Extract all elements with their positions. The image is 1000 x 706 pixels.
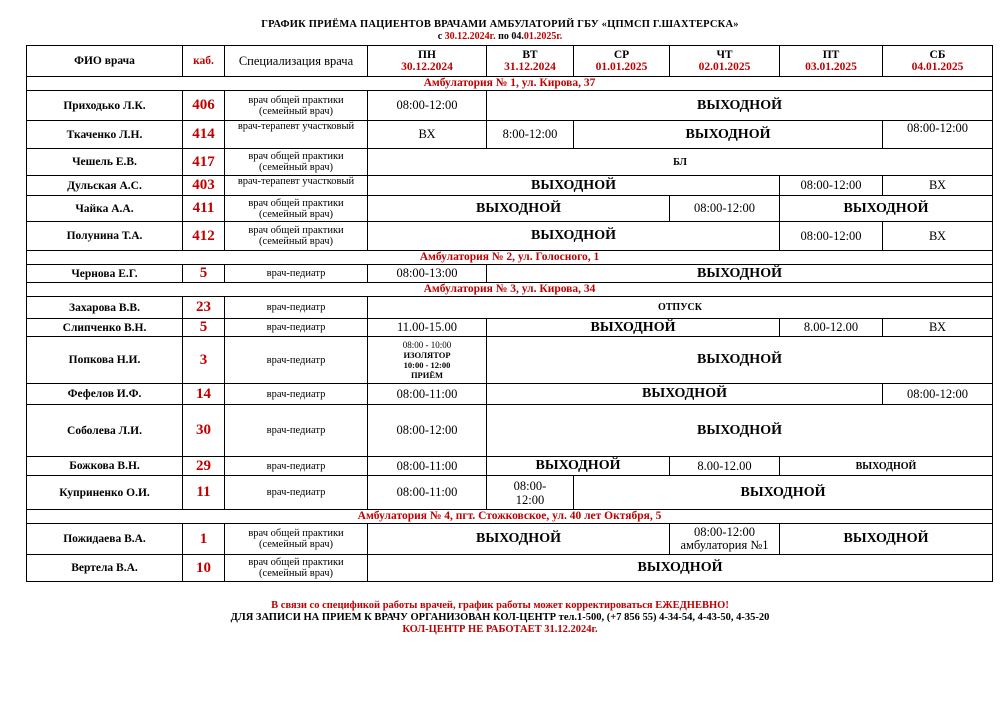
- thu-location: амбулатория №1: [680, 538, 769, 552]
- specialization: врач-педиатр: [225, 457, 368, 476]
- schedule-table: [26, 45, 993, 582]
- col-day-header: [670, 46, 780, 77]
- doctor-name: Чайка А.А.: [27, 196, 183, 222]
- vacation-cell: ОТПУСК: [368, 297, 993, 319]
- specialization: врач общей практики (семейный врач): [225, 222, 368, 251]
- schedule-title: ГРАФИК ПРИЁМА ПАЦИЕНТОВ ВРАЧАМИ АМБУЛАТОРИЙ ГБУ «ЦПМСП Г.ШАХТЕРСКА»: [261, 19, 739, 30]
- table-row: [27, 524, 993, 555]
- cabinet-number: 10: [183, 555, 225, 582]
- cabinet-number: 3: [183, 337, 225, 384]
- period-end-a: 04.: [511, 31, 524, 42]
- day-date: 30.12.2024: [401, 61, 453, 73]
- doctor-name: Чешель Е.В.: [27, 149, 183, 176]
- tue-end: 12:00: [515, 492, 545, 507]
- specialization: врач-педиатр: [225, 297, 368, 319]
- schedule-cell: [368, 337, 487, 384]
- day-off-cell: ВЫХОДНОЙ: [487, 265, 993, 283]
- doctor-name: Ткаченко Л.Н.: [27, 121, 183, 149]
- schedule-cell: 11.00-15.00: [368, 319, 487, 337]
- specialization: врач-терапевт участковый: [225, 176, 368, 196]
- day-name: СР: [613, 49, 630, 61]
- cabinet-number: 403: [183, 176, 225, 196]
- schedule-cell: ВХ: [368, 121, 487, 149]
- cabinet-number: 1: [183, 524, 225, 555]
- schedule-cell: 08:00-11:00: [368, 384, 487, 405]
- reception-label: ПРИЁМ: [410, 370, 444, 380]
- isolator-time: 08:00 - 10:00: [402, 340, 452, 350]
- day-date: 01.01.2025: [595, 61, 648, 73]
- schedule-cell: 08:00-11:00: [368, 476, 487, 510]
- cabinet-number: 414: [183, 121, 225, 149]
- day-off-cell: ВЫХОДНОЙ: [487, 405, 993, 457]
- schedule-cell: 08:00-11:00: [368, 457, 487, 476]
- col-cab-header: каб.: [183, 46, 225, 77]
- section-header: Амбулатория № 1, ул. Кирова, 37: [27, 77, 993, 91]
- col-name-header: ФИО врача: [27, 46, 183, 77]
- schedule-cell: ВХ: [883, 222, 993, 251]
- isolator-label: ИЗОЛЯТОР: [403, 350, 451, 360]
- table-row: [27, 149, 993, 176]
- day-off-cell: ВЫХОДНОЙ: [780, 524, 993, 555]
- sick-leave-cell: БЛ: [368, 149, 993, 176]
- footer-closed-notice: КОЛ-ЦЕНТР НЕ РАБОТАЕТ 31.12.2024г.: [402, 624, 598, 635]
- day-name: ВТ: [522, 49, 538, 61]
- table-row: [27, 405, 993, 457]
- cabinet-number: 30: [183, 405, 225, 457]
- col-spec-header: Специализация врача: [225, 46, 368, 77]
- doctor-name: Вертела В.А.: [27, 555, 183, 582]
- col-day-header: [574, 46, 670, 77]
- schedule-cell: 08:00-12:00: [670, 196, 780, 222]
- schedule-cell: 08:00-12:00: [780, 176, 883, 196]
- day-name: ПТ: [822, 49, 840, 61]
- table-row: [27, 555, 993, 582]
- doctor-name: Соболева Л.И.: [27, 405, 183, 457]
- doctor-name: Полунина Т.А.: [27, 222, 183, 251]
- table-row: [27, 265, 993, 283]
- col-day-header: [368, 46, 487, 77]
- specialization: врач общей практики (семейный врач): [225, 524, 368, 555]
- schedule-period: [0, 31, 1000, 42]
- doctor-name: Приходько Л.К.: [27, 91, 183, 121]
- specialization: врач-терапевт участковый: [225, 121, 368, 149]
- cabinet-number: 5: [183, 265, 225, 283]
- specialization: врач-педиатр: [225, 265, 368, 283]
- day-name: ЧТ: [716, 49, 733, 61]
- day-off-cell: ВЫХОДНОЙ: [780, 457, 993, 476]
- doctor-name: Дульская А.С.: [27, 176, 183, 196]
- schedule-cell: 8:00-12:00: [487, 121, 574, 149]
- cabinet-number: 417: [183, 149, 225, 176]
- col-day-header: [883, 46, 993, 77]
- table-row: [27, 457, 993, 476]
- col-day-header: [487, 46, 574, 77]
- header-row: [27, 46, 993, 77]
- day-off-cell: ВЫХОДНОЙ: [487, 91, 993, 121]
- period-mid: по: [498, 31, 509, 42]
- day-off-cell: ВЫХОДНОЙ: [487, 457, 670, 476]
- table-row: [27, 384, 993, 405]
- schedule-cell: [487, 476, 574, 510]
- schedule-cell: 08:00-12:00: [368, 405, 487, 457]
- day-off-cell: ВЫХОДНОЙ: [368, 555, 993, 582]
- doctor-name: Чернова Е.Г.: [27, 265, 183, 283]
- table-row: [27, 476, 993, 510]
- section-header: Амбулатория № 4, пгт. Стожковское, ул. 40 лет Октября, 5: [27, 510, 993, 524]
- day-off-cell: ВЫХОДНОЙ: [487, 337, 993, 384]
- doctor-name: Фефелов И.Ф.: [27, 384, 183, 405]
- schedule-cell: 8.00-12.00: [780, 319, 883, 337]
- table-row: [27, 297, 993, 319]
- specialization: врач общей практики (семейный врач): [225, 555, 368, 582]
- schedule-cell: 08:00-12:00: [368, 91, 487, 121]
- day-name: ПН: [418, 49, 436, 61]
- day-off-cell: ВЫХОДНОЙ: [368, 524, 670, 555]
- footer-warning: В связи со спецификой работы врачей, график работы может корректироваться ЕЖЕДНЕВНО!: [271, 600, 729, 611]
- doctor-name: Захарова В.В.: [27, 297, 183, 319]
- specialization: врач общей практики (семейный врач): [225, 149, 368, 176]
- table-row: [27, 91, 993, 121]
- table-row: [27, 319, 993, 337]
- cabinet-number: 406: [183, 91, 225, 121]
- day-off-cell: ВЫХОДНОЙ: [368, 196, 670, 222]
- specialization: врач-педиатр: [225, 337, 368, 384]
- reception-time: 10:00 - 12:00: [403, 360, 451, 370]
- specialization: врач общей практики (семейный врач): [225, 196, 368, 222]
- section-header: Амбулатория № 3, ул. Кирова, 34: [27, 283, 993, 297]
- specialization: врач общей практики (семейный врач): [225, 91, 368, 121]
- day-date: 02.01.2025: [698, 61, 751, 73]
- thu-time: 08:00-12:00: [693, 525, 756, 539]
- day-date: 04.01.2025: [911, 61, 964, 73]
- schedule-cell: 08:00-12:00: [883, 384, 993, 405]
- doctor-name: Попкова Н.И.: [27, 337, 183, 384]
- schedule-cell: 08:00-12:00: [883, 121, 993, 149]
- period-end-b: 01.2025г.: [523, 31, 563, 42]
- doctor-name: Куприненко О.И.: [27, 476, 183, 510]
- day-off-cell: ВЫХОДНОЙ: [780, 196, 993, 222]
- specialization: врач-педиатр: [225, 476, 368, 510]
- cabinet-number: 5: [183, 319, 225, 337]
- schedule-cell: ВХ: [883, 319, 993, 337]
- section-header: Амбулатория № 2, ул. Голосного, 1: [27, 251, 993, 265]
- table-row: [27, 196, 993, 222]
- table-row: [27, 337, 993, 384]
- specialization: врач-педиатр: [225, 405, 368, 457]
- specialization: врач-педиатр: [225, 319, 368, 337]
- cabinet-number: 412: [183, 222, 225, 251]
- schedule-cell: ВХ: [883, 176, 993, 196]
- day-off-cell: ВЫХОДНОЙ: [368, 222, 780, 251]
- specialization: врач-педиатр: [225, 384, 368, 405]
- doctor-name: Божкова В.Н.: [27, 457, 183, 476]
- footer-callcenter: ДЛЯ ЗАПИСИ НА ПРИЕМ К ВРАЧУ ОРГАНИЗОВАН КОЛ-ЦЕНТР тел.1-500, (+7 856 55) 4-34-54, 4-43-50, 4-35-20: [230, 612, 770, 623]
- col-day-header: [780, 46, 883, 77]
- day-off-cell: ВЫХОДНОЙ: [368, 176, 780, 196]
- cabinet-number: 23: [183, 297, 225, 319]
- tue-start: 08:00-: [513, 478, 547, 493]
- doctor-name: Слипченко В.Н.: [27, 319, 183, 337]
- schedule-cell: 08:00-12:00: [780, 222, 883, 251]
- table-row: [27, 121, 993, 149]
- cabinet-number: 14: [183, 384, 225, 405]
- cabinet-number: 11: [183, 476, 225, 510]
- period-start: 30.12.2024г.: [444, 31, 496, 42]
- table-row: [27, 176, 993, 196]
- schedule-cell: [670, 524, 780, 555]
- day-date: 31.12.2024: [504, 61, 556, 73]
- schedule-cell: 8.00-12.00: [670, 457, 780, 476]
- day-off-cell: ВЫХОДНОЙ: [487, 384, 883, 405]
- cabinet-number: 29: [183, 457, 225, 476]
- day-name: СБ: [929, 49, 946, 61]
- period-prefix: с: [437, 31, 443, 42]
- table-row: [27, 222, 993, 251]
- day-off-cell: ВЫХОДНОЙ: [574, 476, 993, 510]
- day-off-cell: ВЫХОДНОЙ: [487, 319, 780, 337]
- doctor-name: Пожидаева В.А.: [27, 524, 183, 555]
- cabinet-number: 411: [183, 196, 225, 222]
- day-off-cell: ВЫХОДНОЙ: [574, 121, 883, 149]
- schedule-cell: 08:00-13:00: [368, 265, 487, 283]
- day-date: 03.01.2025: [805, 61, 857, 73]
